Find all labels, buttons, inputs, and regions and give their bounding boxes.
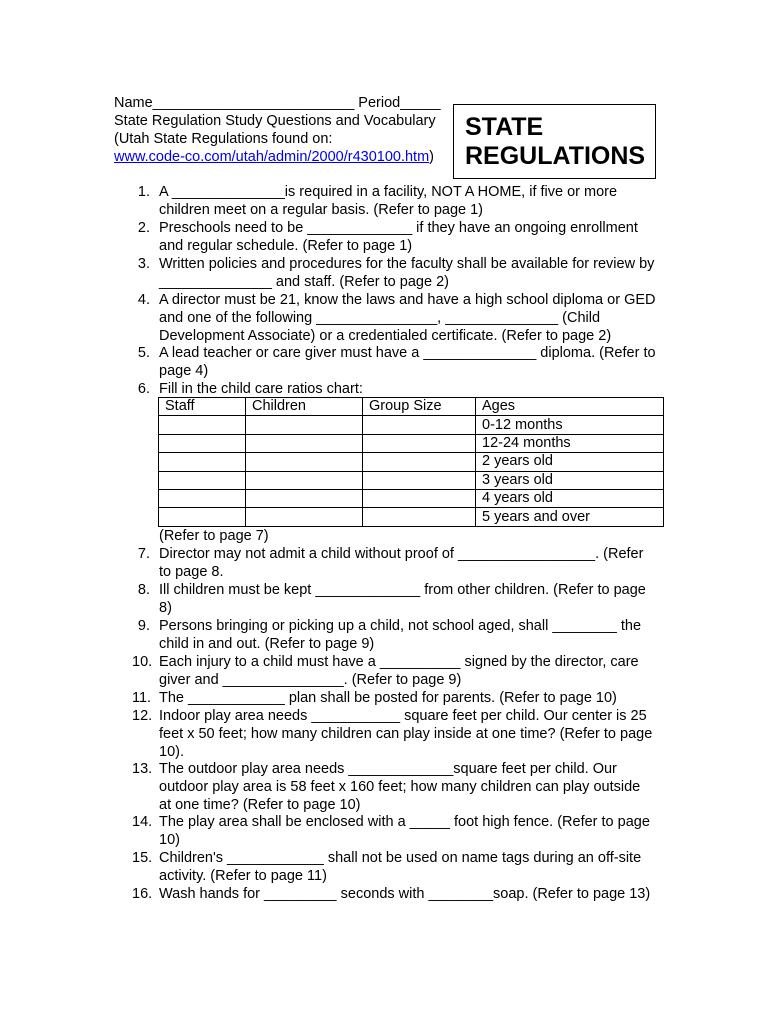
question-text: Wash hands for _________ seconds with ________soap. (Refer to page 13) [159, 886, 651, 902]
question-number: 5. [137, 345, 150, 361]
question-4 [136, 291, 656, 345]
question-10 [132, 653, 656, 689]
question-13 [132, 760, 656, 814]
question-number: 4. [137, 292, 150, 308]
question-text: Indoor play area needs ___________ square feet per child. Our center is 25 feet x 50 feet; how many children can play inside at one time? (Refer to page 10). [159, 708, 653, 760]
question-16 [132, 885, 656, 903]
staff-cell[interactable] [159, 508, 246, 526]
question-number: 8. [137, 582, 150, 598]
question-number: 16. [132, 886, 153, 902]
title-line-2: REGULATIONS [465, 142, 646, 170]
header-ages: Ages [476, 398, 664, 416]
ages-cell: 12-24 months [476, 434, 664, 452]
table-row [159, 508, 664, 526]
ratio-table-reference: (Refer to page 7) [159, 528, 269, 544]
study-title-line: State Regulation Study Questions and Vocabulary [114, 113, 436, 129]
group-size-cell[interactable] [363, 489, 476, 507]
staff-cell[interactable] [159, 434, 246, 452]
table-row [159, 453, 664, 471]
group-size-cell[interactable] [363, 416, 476, 434]
staff-cell[interactable] [159, 489, 246, 507]
utah-regulations-note: (Utah State Regulations found on: [114, 131, 333, 147]
group-size-cell[interactable] [363, 508, 476, 526]
children-cell[interactable] [246, 508, 363, 526]
question-number: 1. [137, 184, 150, 200]
question-number: 9. [137, 618, 150, 634]
table-row [159, 471, 664, 489]
question-3 [136, 255, 656, 291]
question-number: 2. [137, 220, 150, 236]
question-text: A ______________is required in a facility, NOT A HOME, if five or more children meet on a regular basis. (Refer to page 1) [159, 184, 618, 218]
table-row [159, 489, 664, 507]
question-number: 6. [137, 381, 150, 397]
question-text: A lead teacher or care giver must have a ______________ diploma. (Refer to page 4) [159, 345, 656, 379]
regulations-link[interactable]: www.code-co.com/utah/admin/2000/r430100.htm [114, 149, 430, 165]
staff-cell[interactable] [159, 471, 246, 489]
question-text: Director may not admit a child without proof of _________________. (Refer to page 8. [159, 546, 644, 580]
question-text: Children's ____________ shall not be used on name tags during an off-site activity. (Refer to page 11) [159, 850, 642, 884]
question-text: Fill in the child care ratios chart: [159, 381, 363, 397]
question-text: Each injury to a child must have a __________ signed by the director, care giver and _______________. (Refer to page 9) [159, 654, 639, 688]
question-text: Written policies and procedures for the faculty shall be available for review by ______________ and staff. (Refer to page 2) [159, 256, 655, 290]
header-staff: Staff [159, 398, 246, 416]
header-children: Children [246, 398, 363, 416]
group-size-cell[interactable] [363, 453, 476, 471]
link-close-paren: ) [429, 149, 434, 165]
question-7 [136, 545, 656, 581]
question-text: The play area shall be enclosed with a _____ foot high fence. (Refer to page 10) [159, 814, 650, 848]
question-number: 11. [132, 690, 152, 706]
question-text: Persons bringing or picking up a child, not school aged, shall ________ the child in and out. (Refer to page 9) [159, 618, 642, 652]
question-number: 15. [132, 850, 153, 866]
header-group-size: Group Size [363, 398, 476, 416]
question-5 [136, 344, 656, 380]
ages-cell: 5 years and over [476, 508, 664, 526]
question-9 [136, 617, 656, 653]
title-line-1: STATE [465, 113, 544, 141]
children-cell[interactable] [246, 453, 363, 471]
question-number: 13. [132, 761, 153, 777]
children-cell[interactable] [246, 434, 363, 452]
state-regulations-title-box [453, 104, 656, 179]
question-8 [136, 581, 656, 617]
children-cell[interactable] [246, 471, 363, 489]
question-text: A director must be 21, know the laws and have a high school diploma or GED and one of the following _______________, ______________ (Child Development Associate) or a credentialed certificate. (Refer to page 2) [159, 292, 656, 344]
worksheet-header [114, 94, 454, 166]
question-2 [136, 219, 656, 255]
ages-cell: 2 years old [476, 453, 664, 471]
question-15 [132, 849, 656, 885]
question-number: 3. [137, 256, 150, 272]
ages-cell: 0-12 months [476, 416, 664, 434]
staff-cell[interactable] [159, 416, 246, 434]
question-text: The outdoor play area needs _____________square feet per child. Our outdoor play area is 58 feet x 160 feet; how many children can play outside at one time? (Refer to page 10) [159, 761, 641, 813]
ages-cell: 3 years old [476, 471, 664, 489]
regulations-link-line [114, 148, 454, 166]
question-1 [136, 183, 656, 219]
child-care-ratios-table [158, 397, 664, 527]
question-text: Ill children must be kept _____________ from other children. (Refer to page 8) [159, 582, 646, 616]
question-number: 10. [132, 654, 153, 670]
table-header-row [159, 398, 664, 416]
children-cell[interactable] [246, 489, 363, 507]
question-text: Preschools need to be _____________ if they have an ongoing enrollment and regular schedule. (Refer to page 1) [159, 220, 638, 254]
ages-cell: 4 years old [476, 489, 664, 507]
table-row [159, 416, 664, 434]
children-cell[interactable] [246, 416, 363, 434]
group-size-cell[interactable] [363, 471, 476, 489]
question-number: 14. [132, 814, 153, 830]
question-14 [132, 813, 656, 849]
question-number: 7. [137, 546, 150, 562]
question-number: 12. [132, 708, 153, 724]
group-size-cell[interactable] [363, 434, 476, 452]
question-11 [132, 689, 656, 707]
question-6 [136, 380, 656, 398]
question-text: The ____________ plan shall be posted for parents. (Refer to page 10) [159, 690, 617, 706]
name-period-line: Name_________________________ Period_____ [114, 95, 441, 111]
staff-cell[interactable] [159, 453, 246, 471]
question-12 [132, 707, 656, 761]
table-row [159, 434, 664, 452]
